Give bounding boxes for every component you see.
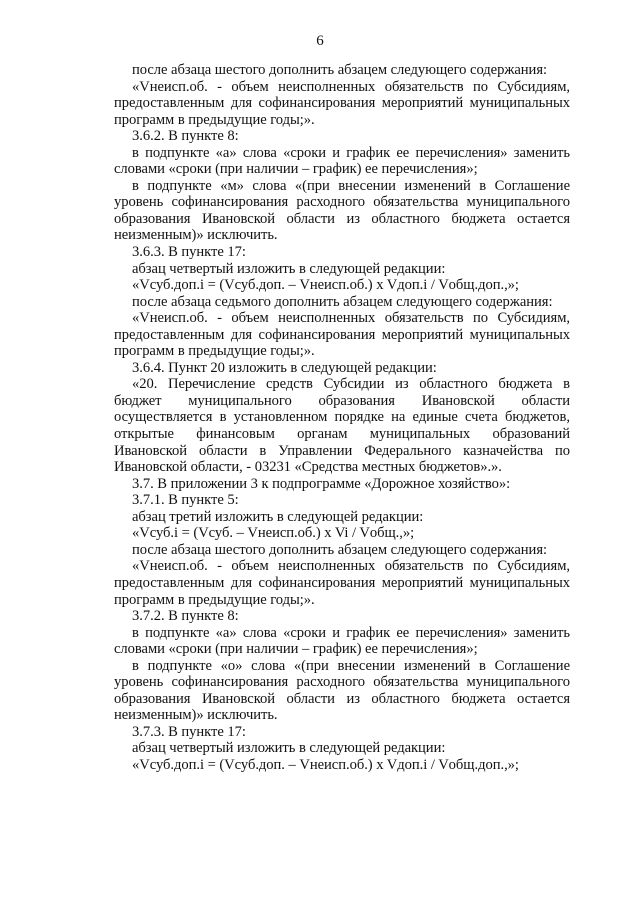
formula-paragraph: «Vсуб.доп.i = (Vсуб.доп. – Vнеисп.об.) x Vдоп.i / Vобщ.доп.,»;	[132, 756, 519, 773]
paragraph: 3.6.2. В пункте 8:	[132, 128, 239, 145]
paragraph: после абзаца седьмого дополнить абзацем следующего содержания:	[132, 293, 553, 310]
paragraph: после абзаца шестого дополнить абзацем следующего содержания:	[132, 541, 547, 558]
paragraph: 3.7.1. В пункте 5:	[132, 492, 239, 509]
paragraph: в подпункте «м» слова «(при внесении изменений в Соглашение уровень софинансирования расходного обязательства муниципального образования Ивановской области из областного бюджета остается неизменным)» исключить.	[114, 177, 570, 244]
paragraph: «Vнеисп.об. - объем неисполненных обязательств по Субсидиям, предоставленным для софинансирования мероприятий муниципальных программ в предыдущие годы;».	[114, 558, 570, 608]
paragraph: в подпункте «а» слова «сроки и график ее перечисления» заменить словами «сроки (при наличии – график) ее перечисления»;	[114, 144, 570, 178]
paragraph: «20. Перечисление средств Субсидии из областного бюджета в бюджет муниципального образования Ивановской области осуществляется в установленном порядке на единые счета бюджетов, открытые финансовым органам муниципальных образований Ивановской области в Управлении Федерального казначейства по Ивановской области, - 03231 «Средства местных бюджетов».».	[114, 376, 570, 476]
document-body	[114, 62, 570, 774]
paragraph: абзац четвертый изложить в следующей редакции:	[132, 740, 446, 757]
paragraph: 3.6.3. В пункте 17:	[132, 244, 246, 261]
paragraph: 3.7.3. В пункте 17:	[132, 723, 246, 740]
paragraph: 3.7. В приложении 3 к подпрограмме «Дорожное хозяйство»:	[132, 475, 511, 492]
paragraph: в подпункте «о» слова «(при внесении изменений в Соглашение уровень софинансирования расходного обязательства муниципального образования Ивановской области из областного бюджета остается неизменным)» исключить.	[114, 657, 570, 724]
paragraph: абзац третий изложить в следующей редакции:	[132, 508, 424, 525]
page-number: 6	[316, 33, 324, 49]
paragraph: «Vнеисп.об. - объем неисполненных обязательств по Субсидиям, предоставленным для софинансирования мероприятий муниципальных программ в предыдущие годы;».	[114, 78, 570, 128]
paragraph: 3.6.4. Пункт 20 изложить в следующей редакции:	[132, 359, 437, 376]
formula-paragraph: «Vсуб.доп.i = (Vсуб.доп. – Vнеисп.об.) x Vдоп.i / Vобщ.доп.,»;	[132, 277, 519, 294]
formula-paragraph: «Vсуб.i = (Vсуб. – Vнеисп.об.) x Vi / Vобщ.,»;	[132, 525, 415, 542]
paragraph: после абзаца шестого дополнить абзацем следующего содержания:	[132, 62, 547, 78]
paragraph: абзац четвертый изложить в следующей редакции:	[132, 260, 446, 277]
paragraph: в подпункте «а» слова «сроки и график ее перечисления» заменить словами «сроки (при наличии – график) ее перечисления»;	[114, 624, 570, 658]
paragraph: «Vнеисп.об. - объем неисполненных обязательств по Субсидиям, предоставленным для софинансирования мероприятий муниципальных программ в предыдущие годы;».	[114, 310, 570, 360]
paragraph: 3.7.2. В пункте 8:	[132, 608, 239, 625]
